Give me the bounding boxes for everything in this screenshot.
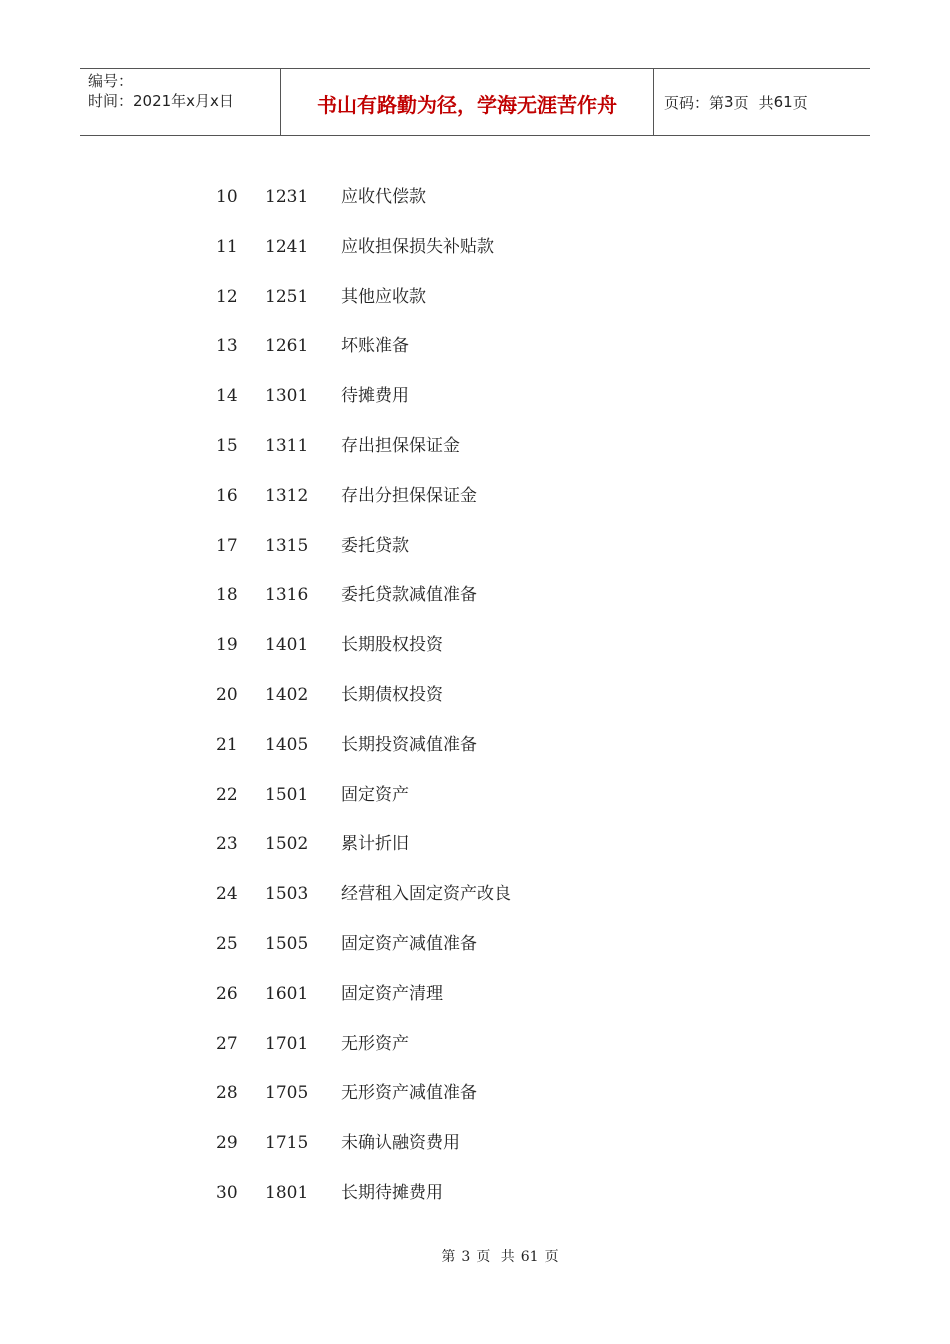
row-number: 11: [216, 236, 238, 257]
row-number: 28: [216, 1083, 238, 1104]
header-page-prefix: 页码：第: [664, 93, 725, 112]
list-item: [0, 827, 950, 877]
list-item: [0, 429, 950, 479]
account-name: 存出分担保保证金: [341, 485, 477, 506]
account-code: 1502: [265, 834, 309, 855]
account-name: 无形资产: [341, 1033, 409, 1054]
header-page-mid: 页: [733, 93, 749, 112]
row-number: 27: [216, 1033, 238, 1054]
footer-suffix: 页: [544, 1249, 559, 1265]
account-code: 1705: [265, 1083, 309, 1104]
account-code: 1701: [265, 1033, 309, 1054]
footer-total: 61: [520, 1249, 539, 1265]
row-number: 19: [216, 635, 238, 656]
header-page-current: 3: [724, 93, 734, 111]
list-item: [0, 678, 950, 728]
header-page-total: 61: [773, 93, 793, 111]
row-number: 14: [216, 386, 238, 407]
row-number: 22: [216, 784, 238, 805]
document-time: 时间：2021年x月x日: [88, 92, 234, 110]
account-code: 1501: [265, 784, 309, 805]
account-name: 存出担保保证金: [341, 435, 460, 456]
account-code: 1401: [265, 635, 309, 656]
row-number: 30: [216, 1182, 238, 1203]
row-number: 29: [216, 1133, 238, 1154]
list-item: [0, 927, 950, 977]
account-code: 1301: [265, 386, 309, 407]
row-number: 12: [216, 286, 238, 307]
list-item: [0, 1126, 950, 1176]
account-code: 1311: [265, 435, 309, 456]
row-number: 17: [216, 535, 238, 556]
account-name: 委托贷款减值准备: [341, 585, 477, 606]
account-code: 1261: [265, 336, 309, 357]
list-item: [0, 230, 950, 280]
row-number: 10: [216, 187, 238, 207]
list-item: [0, 728, 950, 778]
list-item: [0, 977, 950, 1027]
header-page-suffix: 页: [792, 93, 808, 112]
footer-mid: 页: [476, 1249, 491, 1265]
account-code: 1503: [265, 884, 309, 905]
account-code: 1715: [265, 1133, 309, 1154]
account-code: 1251: [265, 286, 309, 307]
account-name: 固定资产清理: [341, 983, 443, 1004]
account-name: 应收代偿款: [341, 187, 426, 207]
list-item: [0, 379, 950, 429]
row-number: 21: [216, 734, 238, 755]
row-number: 23: [216, 834, 238, 855]
account-code: 1231: [265, 187, 309, 207]
list-item: [0, 329, 950, 379]
account-name: 应收担保损失补贴款: [341, 236, 494, 257]
account-code: 1601: [265, 983, 309, 1004]
account-name: 固定资产减值准备: [341, 933, 477, 954]
list-item: [0, 280, 950, 330]
account-name: 其他应收款: [341, 286, 426, 307]
list-item: [0, 479, 950, 529]
list-item: [0, 877, 950, 927]
footer-prefix: 第: [441, 1249, 456, 1265]
row-number: 24: [216, 884, 238, 905]
account-code: 1801: [265, 1182, 309, 1203]
account-list: [0, 180, 950, 1226]
list-item: [0, 1176, 950, 1226]
account-name: 固定资产: [341, 784, 409, 805]
header-page-info: [654, 69, 870, 135]
document-number-label: 编号：: [88, 72, 134, 90]
footer-total-prefix: 共: [500, 1249, 515, 1265]
account-name: 经营租入固定资产改良: [341, 884, 511, 905]
list-item: [0, 578, 950, 628]
account-name: 无形资产减值准备: [341, 1083, 477, 1104]
account-name: 长期股权投资: [341, 635, 443, 656]
list-item: [0, 529, 950, 579]
account-name: 坏账准备: [341, 336, 409, 357]
list-item: [0, 778, 950, 828]
account-code: 1316: [265, 585, 309, 606]
page-header: [80, 68, 870, 136]
account-code: 1312: [265, 485, 309, 506]
account-name: 长期债权投资: [341, 684, 443, 705]
header-motto: 书山有路勤为径，学海无涯苦作舟: [281, 69, 654, 135]
account-code: 1315: [265, 535, 309, 556]
account-code: 1505: [265, 933, 309, 954]
list-item: [0, 1076, 950, 1126]
row-number: 20: [216, 684, 238, 705]
header-page-total-prefix: 共: [758, 93, 774, 112]
account-code: 1405: [265, 734, 309, 755]
account-code: 1402: [265, 684, 309, 705]
account-name: 未确认融资费用: [341, 1133, 460, 1154]
row-number: 26: [216, 983, 238, 1004]
row-number: 16: [216, 485, 238, 506]
row-number: 25: [216, 933, 238, 954]
list-item: [0, 1027, 950, 1077]
row-number: 18: [216, 585, 238, 606]
list-item: [0, 180, 950, 230]
header-meta: [80, 69, 281, 135]
account-name: 长期待摊费用: [341, 1182, 443, 1203]
account-name: 累计折旧: [341, 834, 409, 855]
footer-current: 3: [461, 1249, 471, 1265]
row-number: 15: [216, 435, 238, 456]
account-name: 委托贷款: [341, 535, 409, 556]
account-name: 待摊费用: [341, 386, 409, 407]
account-code: 1241: [265, 236, 309, 257]
list-item: [0, 628, 950, 678]
page-footer: [0, 1246, 950, 1266]
account-name: 长期投资减值准备: [341, 734, 477, 755]
row-number: 13: [216, 336, 238, 357]
